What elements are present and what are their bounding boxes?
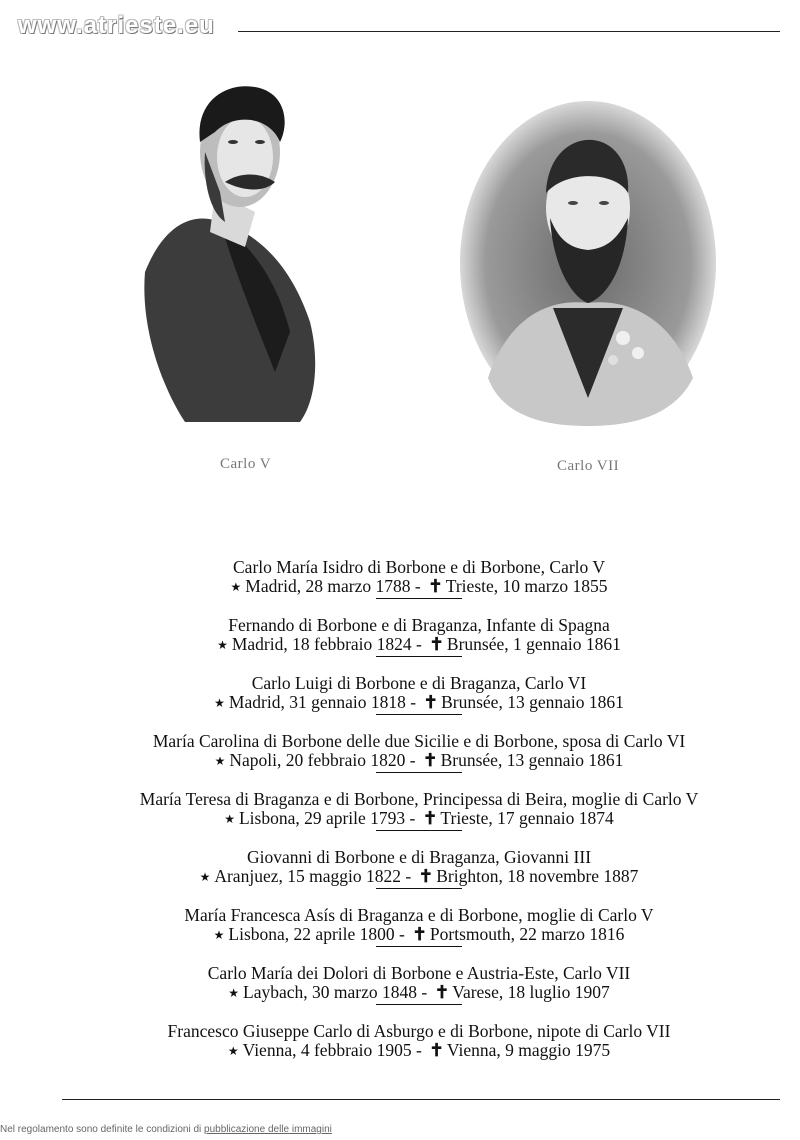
entry-name: Giovanni di Borbone e di Braganza, Giovanni III [246, 847, 592, 867]
entry-death: Varese, 18 luglio 1907 [452, 982, 610, 1002]
entry-death: Brunsée, 13 gennaio 1861 [440, 750, 624, 770]
death-cross-icon: ✝ [422, 808, 438, 828]
entry-dates: ★ Lisbona, 22 aprile 1800 - ✝ Portsmouth, 22 marzo 1816 [213, 924, 625, 944]
entry-dates: ★ Madrid, 31 gennaio 1818 - ✝ Brunsée, 13 gennaio 1861 [214, 692, 624, 712]
death-cross-icon: ✝ [418, 866, 434, 886]
entry-birth: Madrid, 18 febbraio 1824 [231, 634, 412, 654]
death-cross-icon: ✝ [423, 692, 439, 712]
entry-dates: ★ Napoli, 20 febbraio 1820 - ✝ Brunsée, 13 gennaio 1861 [214, 750, 624, 770]
birth-star-icon: ★ [227, 1044, 239, 1058]
entry-name: María Teresa di Braganza e di Borbone, Principessa di Beira, moglie di Carlo V [139, 789, 699, 809]
entry-fernando [0, 616, 800, 674]
entry-maria-carolina [0, 732, 800, 790]
entry-carlo-v [0, 558, 800, 616]
caption-carlo-v: Carlo V [220, 456, 272, 472]
birth-star-icon: ★ [224, 812, 235, 826]
birth-star-icon: ★ [214, 754, 226, 768]
entry-name: Carlo María dei Dolori di Borbone e Austria-Este, Carlo VII [207, 963, 631, 983]
entry-death: Brunsée, 13 gennaio 1861 [441, 692, 624, 712]
entry-carlo-vi [0, 674, 800, 732]
entry-name: Fernando di Borbone e di Braganza, Infante di Spagna [228, 615, 610, 635]
entry-dates: ★ Lisbona, 29 aprile 1793 - ✝ Trieste, 17 gennaio 1874 [224, 808, 614, 828]
entry-birth: Aranjuez, 15 maggio 1822 [214, 866, 401, 886]
caption-carlo-vii: Carlo VII [557, 458, 620, 474]
entry-birth: Vienna, 4 febbraio 1905 [242, 1040, 412, 1060]
birth-star-icon: ★ [217, 638, 228, 652]
entry-death: Trieste, 17 gennaio 1874 [440, 808, 614, 828]
entry-dates: ★ Madrid, 28 marzo 1788 - ✝ Trieste, 10 marzo 1855 [230, 576, 608, 596]
birth-star-icon: ★ [228, 986, 240, 1000]
bottom-rule [62, 1099, 780, 1100]
birth-star-icon: ★ [213, 928, 225, 942]
death-cross-icon: ✝ [412, 924, 427, 944]
footer-text: Nel regolamento sono definite le condizioni di [0, 1124, 205, 1135]
death-cross-icon: ✝ [429, 634, 444, 654]
entry-dates: ★ Aranjuez, 15 maggio 1822 - ✝ Brighton, 18 novembre 1887 [199, 866, 639, 886]
entry-birth: Madrid, 28 marzo 1788 [245, 576, 411, 596]
entry-birth: Lisbona, 22 aprile 1800 [228, 924, 395, 944]
entry-name: Francesco Giuseppe Carlo di Asburgo e di Borbone, nipote di Carlo VII [167, 1021, 671, 1041]
death-cross-icon: ✝ [434, 982, 450, 1002]
site-watermark: www.atrieste.eu [18, 12, 215, 39]
entry-carlo-vii [0, 964, 800, 1022]
entry-birth: Laybach, 30 marzo 1848 [243, 982, 417, 1002]
entry-death: Brunsée, 1 gennaio 1861 [446, 634, 621, 654]
entry-name: María Francesca Asís di Braganza e di Borbone, moglie di Carlo V [184, 905, 654, 925]
entry-separator [376, 772, 462, 773]
entry-birth: Lisbona, 29 aprile 1793 [238, 808, 406, 828]
entry-separator [376, 1004, 462, 1005]
entry-separator [376, 888, 462, 889]
entry-name: Carlo María Isidro di Borbone e di Borbone, Carlo V [233, 557, 605, 577]
entry-separator [376, 656, 462, 657]
footer-link[interactable]: pubblicazione delle immagini [204, 1124, 332, 1135]
entry-name: Carlo Luigi di Borbone e di Braganza, Carlo VI [251, 673, 587, 693]
top-rule [238, 31, 780, 32]
death-cross-icon: ✝ [429, 1040, 444, 1060]
entry-dates: ★ Laybach, 30 marzo 1848 - ✝ Varese, 18 luglio 1907 [228, 982, 610, 1002]
portrait-carlo-v [125, 72, 335, 432]
entry-maria-francesca [0, 906, 800, 964]
entry-death: Vienna, 9 maggio 1975 [446, 1040, 611, 1060]
entry-maria-teresa [0, 790, 800, 848]
entry-birth: Napoli, 20 febbraio 1820 [229, 750, 406, 770]
entry-death: Trieste, 10 marzo 1855 [445, 576, 608, 596]
entry-name: María Carolina di Borbone delle due Sicilie e di Borbone, sposa di Carlo VI [152, 731, 686, 751]
entry-separator [376, 598, 462, 599]
entry-francesco-giuseppe [0, 1022, 800, 1080]
entry-death: Portsmouth, 22 marzo 1816 [429, 924, 625, 944]
death-cross-icon: ✝ [428, 576, 443, 596]
entry-separator [376, 946, 462, 947]
footer-note [0, 1124, 332, 1135]
portrait-carlo-vii [458, 98, 718, 428]
genealogy-list [0, 558, 800, 1080]
entry-separator [376, 830, 462, 831]
entry-giovanni [0, 848, 800, 906]
death-cross-icon: ✝ [422, 750, 438, 770]
entry-birth: Madrid, 31 gennaio 1818 [228, 692, 406, 712]
birth-star-icon: ★ [214, 696, 225, 710]
birth-star-icon: ★ [230, 580, 242, 594]
entry-separator [376, 714, 462, 715]
entry-death: Brighton, 18 novembre 1887 [436, 866, 639, 886]
birth-star-icon: ★ [199, 870, 211, 884]
entry-dates: ★ Vienna, 4 febbraio 1905 - ✝ Vienna, 9 maggio 1975 [227, 1040, 611, 1060]
entry-dates: ★ Madrid, 18 febbraio 1824 - ✝ Brunsée, 1 gennaio 1861 [217, 634, 621, 654]
